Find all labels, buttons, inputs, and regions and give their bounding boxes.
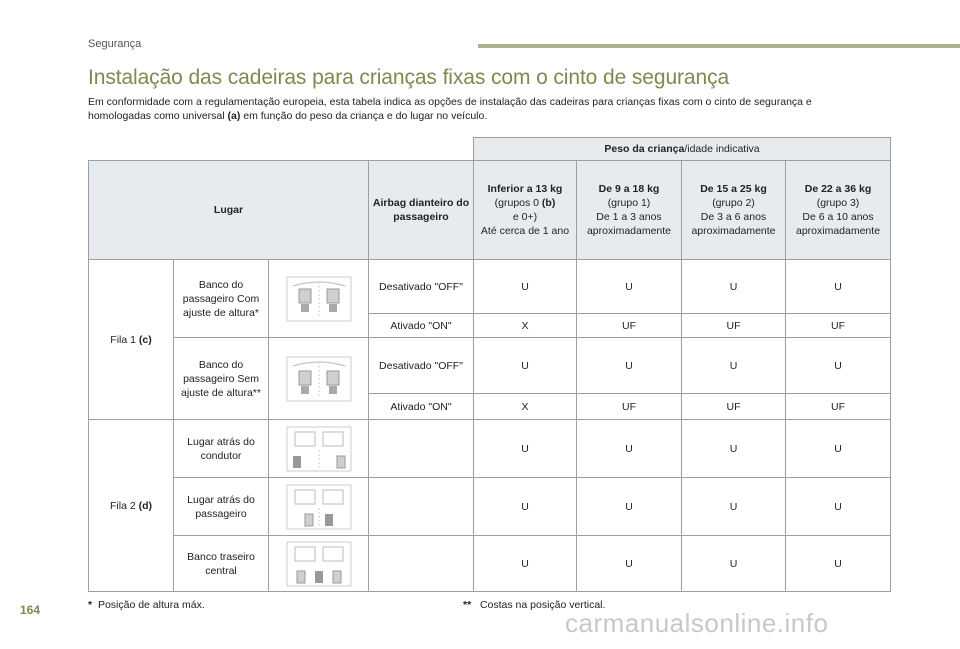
group3-weight: De 22 a 36 kg [804,183,872,195]
group2-weight: De 15 a 25 kg [700,183,767,195]
cell-value: X [474,314,577,338]
cell-value: U [786,420,891,478]
cell-value: U [577,420,682,478]
fila1-ref: (c) [138,333,152,346]
cell-value: U [682,420,786,478]
cell-value: U [577,260,682,314]
row-label-fila1 [89,260,174,420]
col-header-group3 [786,161,891,260]
airbag-off-1: Desativado "OFF" [369,338,474,394]
blank-corner [89,138,474,161]
intro-paragraph [88,95,868,123]
group3-group: (grupo 3) [816,197,860,209]
cell-value: U [682,536,786,592]
car-seat-diagram-icon [283,354,355,404]
col-header-airbag: Airbag dianteiro do passageiro [369,161,474,260]
cell-value: UF [786,394,891,420]
fila2-label: Fila 2 [109,499,139,512]
seat-diagram-cell [269,338,369,420]
cell-value: U [682,478,786,536]
group1-weight: De 9 a 18 kg [598,183,660,195]
seat-diagram-cell [269,478,369,536]
child-seat-table [88,137,891,592]
weight-header-rest: /idade indicativa [684,143,760,155]
seat-diagram-cell [269,536,369,592]
footnote-1 [88,599,205,611]
airbag-empty [369,420,474,478]
intro-text-2: em função do peso da criança e do lugar no veículo. [240,110,488,122]
car-seat-diagram-icon [283,482,355,532]
cell-value: UF [577,394,682,420]
cell-value: U [786,478,891,536]
seat-diagram-cell [269,420,369,478]
cell-value: U [474,478,577,536]
airbag-on-1: Ativado "ON" [369,394,474,420]
car-seat-diagram-icon [283,274,355,324]
group0-group-a: (grupos 0 [494,197,542,209]
cell-value: UF [682,394,786,420]
seat-name-2: Lugar atrás do condutor [174,420,269,478]
watermark: carmanualsonline.info [565,608,829,638]
cell-value: U [474,420,577,478]
cell-value: U [786,536,891,592]
cell-value: U [786,338,891,394]
header-divider [478,44,960,48]
footnote-1-text: Posição de altura máx. [97,599,205,611]
airbag-on-0: Ativado "ON" [369,314,474,338]
group0-weight: Inferior a 13 kg [487,183,563,195]
fila1-label: Fila 1 [110,333,139,346]
airbag-empty [369,478,474,536]
weight-header-bold: Peso da criança [604,143,685,155]
intro-text-1: Em conformidade com a regulamentação europeia, esta tabela indica as opções de instalação das cadeiras para crianças fixas com o cinto de segurança e homologadas como universal [88,96,812,122]
seat-name-0: Banco do passageiro Com ajuste de altura* [174,260,269,338]
col-header-group0 [474,161,577,260]
cell-value: U [577,338,682,394]
page-title: Instalação das cadeiras para crianças fixas com o cinto de segurança [88,66,730,89]
footnote-1-mark: * [88,599,93,611]
cell-value: UF [682,314,786,338]
cell-value: UF [577,314,682,338]
group1-age: De 1 a 3 anos aproximadamente [586,211,672,237]
airbag-empty [369,536,474,592]
airbag-off-0: Desativado "OFF" [369,260,474,314]
group2-group: (grupo 2) [712,197,755,209]
car-seat-diagram-icon [283,539,355,589]
group0-ref: (b) [541,197,556,209]
col-header-group2 [682,161,786,260]
row-label-fila2 [89,420,174,592]
group2-age: De 3 a 6 anos aproximadamente [691,211,776,237]
car-seat-diagram-icon [283,424,355,474]
group1-group: (grupo 1) [607,197,651,209]
cell-value: UF [786,314,891,338]
seat-name-1: Banco do passageiro Sem ajuste de altura** [174,338,269,420]
seat-name-4: Banco traseiro central [174,536,269,592]
cell-value: U [577,478,682,536]
page-number: 164 [20,603,41,617]
cell-value: U [474,338,577,394]
footnote-2-text: Costas na posição vertical. [479,599,606,611]
cell-value: U [682,338,786,394]
col-header-lugar: Lugar [89,161,369,260]
cell-value: U [577,536,682,592]
cell-value: X [474,394,577,420]
intro-ref: (a) [227,110,241,122]
cell-value: U [682,260,786,314]
group0-group-b: e 0+) [512,211,538,223]
seat-diagram-cell [269,260,369,338]
col-header-group1 [577,161,682,260]
fila2-ref: (d) [138,499,152,512]
seat-name-3: Lugar atrás do passageiro [174,478,269,536]
cell-value: U [786,260,891,314]
group3-age: De 6 a 10 anos aproximadamente [795,211,881,237]
cell-value: U [474,536,577,592]
section-label: Segurança [88,38,142,50]
cell-value: U [474,260,577,314]
weight-header [474,138,891,161]
group0-age: Até cerca de 1 ano [480,225,570,237]
footnote-2-mark: ** [463,599,472,611]
